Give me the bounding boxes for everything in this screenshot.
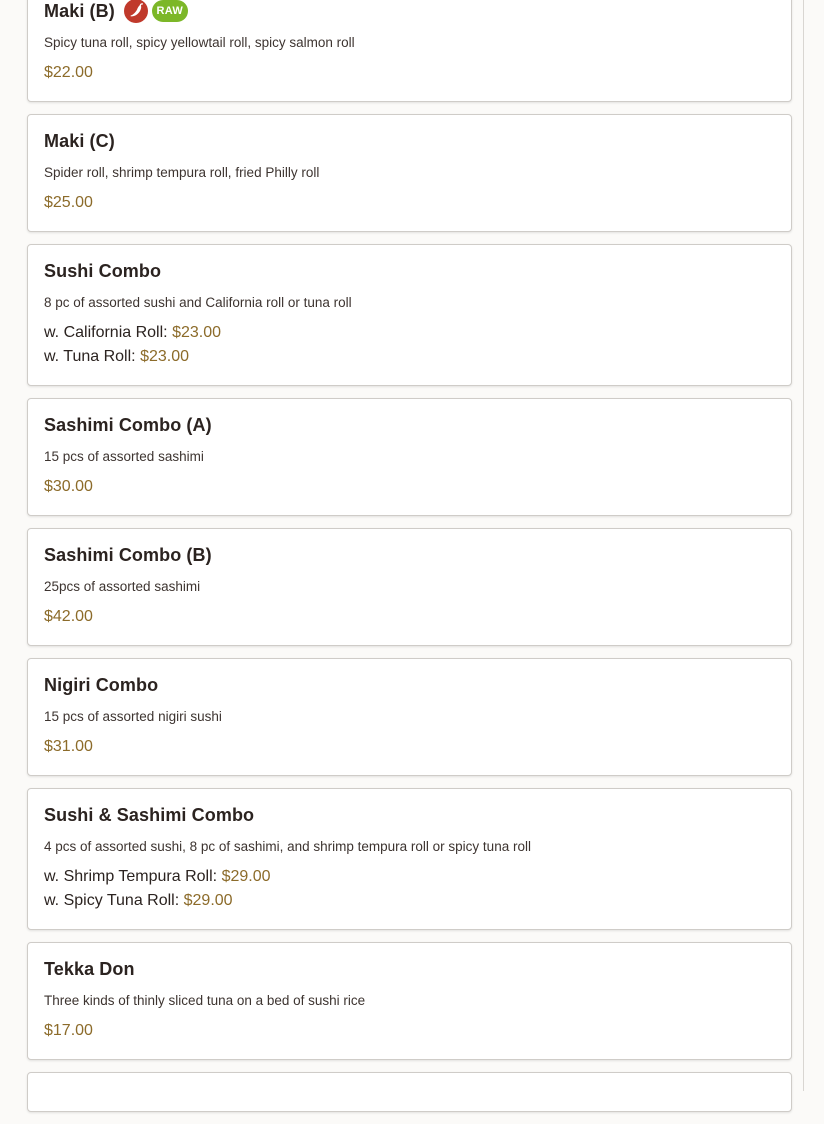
menu-item-option [44,865,775,889]
menu-item-price: $17.00 [44,1022,93,1039]
menu-item-card[interactable] [27,244,792,386]
menu-item-description: 15 pcs of assorted nigiri sushi [44,709,222,724]
menu-item-description: Spicy tuna roll, spicy yellowtail roll, spicy salmon roll [44,35,355,50]
menu-item-name: Sashimi Combo (A) [44,414,212,435]
menu-item-description: Three kinds of thinly sliced tuna on a bed of sushi rice [44,993,366,1008]
menu-item-title-row [44,0,775,23]
menu-item-description: 25pcs of assorted sashimi [44,579,201,594]
menu-item-name: Maki (B) [44,0,115,21]
menu-item-price: $30.00 [44,478,93,495]
menu-item-price: $42.00 [44,608,93,625]
menu-item-title-row [44,673,775,697]
menu-item-price: $25.00 [44,194,93,211]
menu-item-card[interactable] [27,114,792,232]
option-label: w. Spicy Tuna Roll: [44,892,180,909]
menu-item-card[interactable] [27,528,792,646]
menu-item-card[interactable] [27,788,792,930]
option-label: w. California Roll: [44,324,168,341]
menu-item-title-row [44,957,775,981]
menu-item-name: Nigiri Combo [44,674,159,695]
option-price: $23.00 [172,324,221,341]
menu-item-description: 4 pcs of assorted sushi, 8 pc of sashimi, and shrimp tempura roll or spicy tuna roll [44,839,531,854]
option-price: $29.00 [183,892,233,909]
menu-item-price: $31.00 [44,738,93,755]
menu-item-card[interactable] [27,942,792,1060]
menu-item-title-row [44,259,775,283]
menu-item-description: Spider roll, shrimp tempura roll, fried Philly roll [44,165,320,180]
menu-item-title-row [44,543,775,567]
menu-item-title-row [44,413,775,437]
menu-item-option [44,889,775,913]
option-price: $23.00 [140,348,189,365]
option-label: w. Shrimp Tempura Roll: [44,868,218,885]
raw-badge-icon: RAW [152,0,188,22]
menu-item-title-row [44,129,775,153]
menu-item-card[interactable] [27,398,792,516]
menu-item-description: 15 pcs of assorted sashimi [44,449,204,464]
menu-item-name: Sashimi Combo (B) [44,544,212,565]
menu-item-option [44,321,775,345]
menu-item-card[interactable] [27,1072,792,1112]
menu-item-name: Maki (C) [44,130,115,151]
menu-item-name: Sushi Combo [44,260,162,281]
menu-item-title-row [44,803,775,827]
spicy-chili-icon [124,0,148,23]
option-label: w. Tuna Roll: [44,348,136,365]
option-price: $29.00 [221,868,271,885]
menu-item-option [44,345,775,369]
menu-item-name: Tekka Don [44,958,135,979]
menu-item-description: 8 pc of assorted sushi and California roll or tuna roll [44,295,352,310]
menu-item-name: Sushi & Sashimi Combo [44,804,255,825]
menu-item-card[interactable] [27,658,792,776]
menu-item-price: $22.00 [44,64,93,81]
menu-item-list [27,0,792,1124]
menu-item-card[interactable] [27,0,792,102]
